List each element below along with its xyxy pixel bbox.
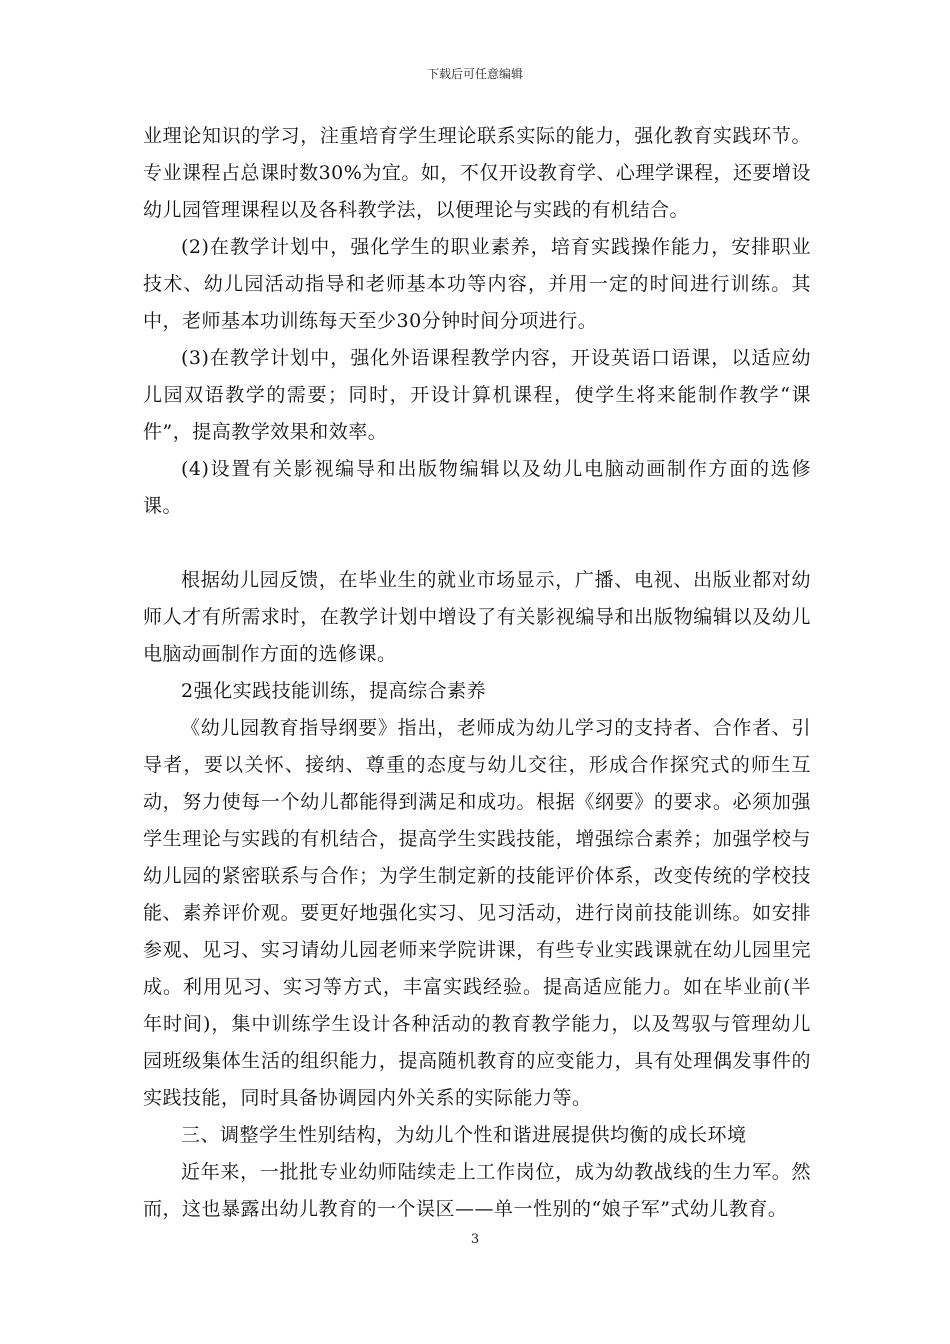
text-line: 用见习、实习等方式，丰富实践经验。提高适应能力。如在毕业前(半年时间)， <box>143 976 811 1035</box>
text-line: 近年来，一批批专业幼师陆续走上工作岗位，成为幼教战线的生力军。然 <box>181 1161 811 1183</box>
paragraph-item-2 <box>143 229 811 340</box>
text-line: 导者，要以关怀、接纳、尊重的态度与幼儿交往，形成合作探究式的师生互动， <box>143 754 811 813</box>
text-line: 理论与实践的有机结合，提高学生实践技能，增强综合素养；加强学校与幼儿 <box>143 828 811 887</box>
heading-text: 三、调整学生性别结构，为幼儿个性和谐进展提供均衡的成长环境 <box>181 1124 747 1146</box>
paragraph-feedback <box>143 562 811 673</box>
text-line: 师人才有所需求时，在教学计划中增设了有关影视编导和出版物编辑以及幼儿 <box>143 606 811 628</box>
text-line: 业理论知识的学习，注重培育学生理论联系实际的能力，强化教育实践环节。 <box>143 125 811 147</box>
text-line: 《幼儿园教育指导纲要》指出，老师成为幼儿学习的支持者、合作者、引 <box>181 717 811 739</box>
text-line: 根据幼儿园反馈，在毕业生的就业市场显示，广播、电视、出版业都对幼 <box>181 569 811 591</box>
paragraph-recent-years <box>143 1154 811 1228</box>
text-line: 电脑动画制作方面的选修课。 <box>143 643 397 665</box>
text-line: 园的紧密联系与合作；为学生制定新的技能评价体系，改变传统的学校技能、 <box>143 865 811 924</box>
text-line: 而，这也暴露出幼儿教育的一个误区——单一性别的“娘子军”式幼儿教育。 <box>143 1198 788 1220</box>
document-body <box>143 118 811 1228</box>
paragraph-item-3 <box>143 340 811 451</box>
text-line: 集中训练学生设计各种活动的教育教学能力，以及驾驭与管理幼儿园班级集体 <box>143 1013 811 1072</box>
page-number: 3 <box>470 1232 480 1247</box>
paragraph-item-4 <box>143 451 811 525</box>
text-line: 术、幼儿园活动指导和老师基本功等内容，并用一定的时间进行训练。其中， <box>143 273 811 332</box>
section-heading-gender <box>143 1117 811 1154</box>
text-line: 见习、实习请幼儿园老师来学院讲课，有些专业实践课就在幼儿园里完成。利 <box>143 939 811 998</box>
text-line: 老师基本功训练每天至少30分钟时间分项进行。 <box>182 310 598 332</box>
text-line: 努力使每一个幼儿都能得到满足和成功。根据《纲要》的要求。必须加强学生 <box>143 791 811 850</box>
paragraph-continuation <box>143 118 811 229</box>
text-line: 素养评价观。要更好地强化实习、见习活动，进行岗前技能训练。如安排参观、 <box>143 902 811 961</box>
text-line: 园双语教学的需要；同时，开设计算机课程，使学生将来能制作教学“课件”， <box>143 384 811 443</box>
text-line: (4)设置有关影视编导和出版物编辑以及幼儿电脑动画制作方面的选修课。 <box>143 458 811 517</box>
text-line: (3)在教学计划中，强化外语课程教学内容，开设英语口语课，以适应幼儿 <box>143 347 811 406</box>
text-line: (2)在教学计划中，强化学生的职业素养，培育实践操作能力，安排职业技 <box>143 236 811 295</box>
text-line: 专业课程占总课时数30%为宜。如，不仅开设教育学、心理学课程，还要增设 <box>143 162 811 184</box>
paragraph-guidelines <box>143 710 811 1117</box>
text-line: 同时具备协调园内外关系的实际能力等。 <box>240 1087 592 1109</box>
text-line: 幼儿园管理课程以及各科教学法，以便理论与实践的有机结合。 <box>143 199 690 221</box>
text-line: 提高教学效果和效率。 <box>192 421 388 443</box>
text-line: 生活的组织能力，提高随机教育的应变能力，具有处理偶发事件的实践技能， <box>143 1050 811 1109</box>
section-heading-practice <box>143 673 811 710</box>
page-header: 下载后可任意编辑 <box>426 67 523 81</box>
heading-text: 2强化实践技能训练，提高综合素养 <box>181 680 487 702</box>
